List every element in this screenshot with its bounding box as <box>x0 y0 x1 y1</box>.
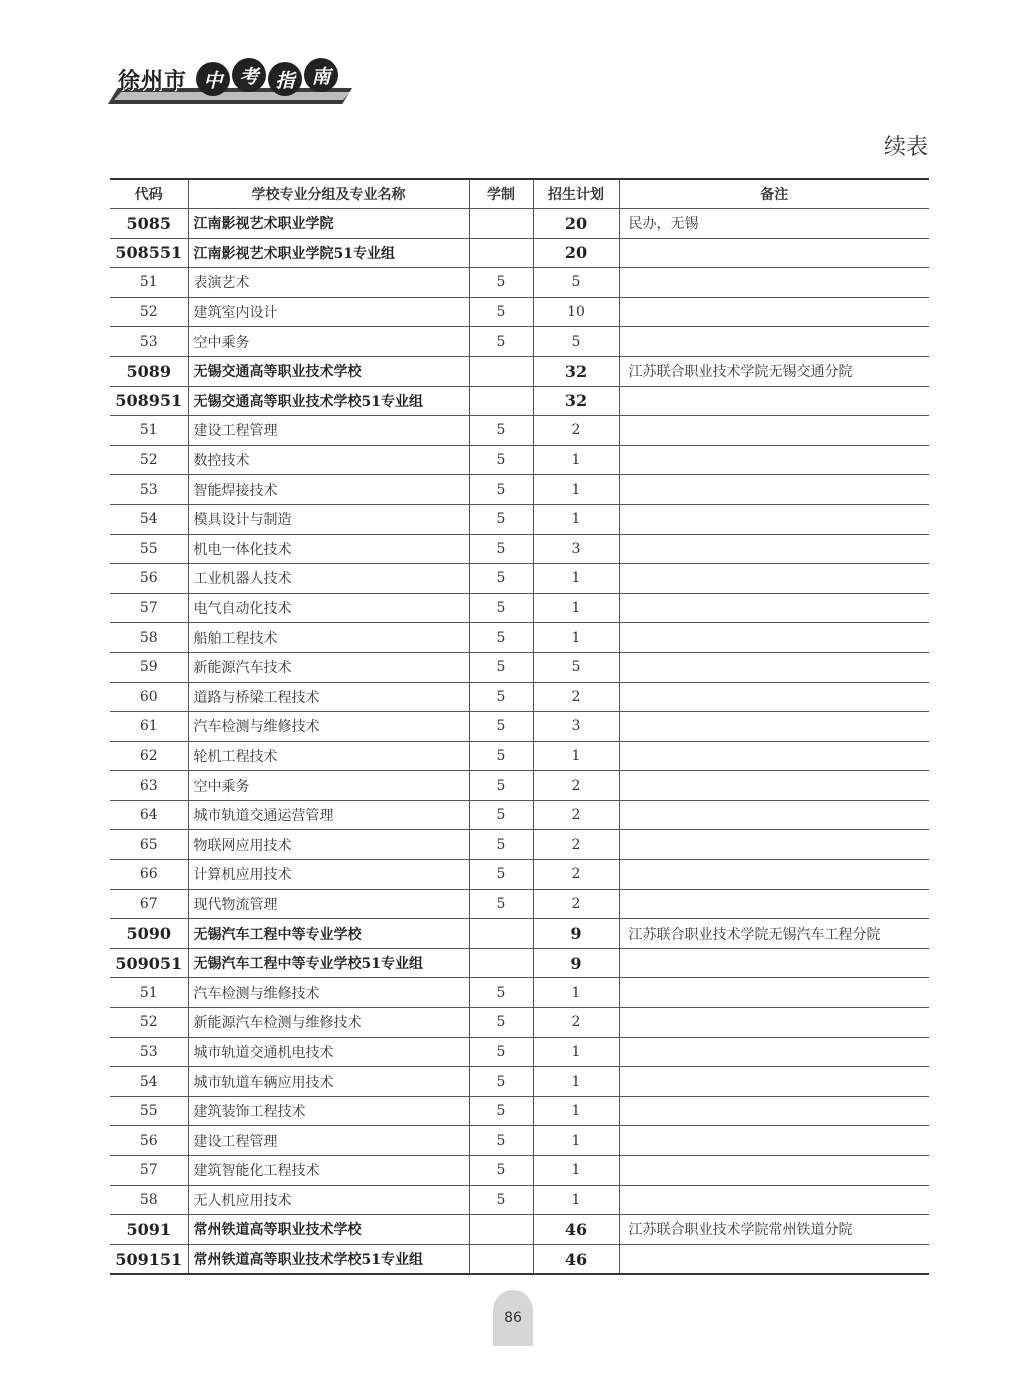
row-name-cell: 城市轨道交通机电技术 <box>188 1037 469 1067</box>
row-years-cell <box>469 386 533 416</box>
row-note-cell <box>619 504 929 534</box>
row-note-cell <box>619 1067 929 1097</box>
row-note-cell <box>619 712 929 742</box>
row-code-cell: 63 <box>110 771 188 801</box>
row-name-cell: 机电一体化技术 <box>188 534 469 564</box>
row-plan-cell: 3 <box>533 534 619 564</box>
row-code-cell: 67 <box>110 889 188 919</box>
row-plan-cell: 1 <box>533 1126 619 1156</box>
row-code-cell: 65 <box>110 830 188 860</box>
row-years-cell: 5 <box>469 268 533 298</box>
row-code-cell: 56 <box>110 564 188 594</box>
table-row <box>110 682 929 712</box>
row-years-cell: 5 <box>469 297 533 327</box>
row-years-cell: 5 <box>469 416 533 446</box>
row-years-cell: 5 <box>469 860 533 890</box>
row-code-cell: 57 <box>110 593 188 623</box>
column-header-note: 备注 <box>619 179 929 209</box>
table-row-group <box>110 356 929 386</box>
row-name-cell: 建设工程管理 <box>188 416 469 446</box>
row-plan-cell: 1 <box>533 1067 619 1097</box>
row-name-cell: 智能焊接技术 <box>188 475 469 505</box>
table-row-group <box>110 1244 929 1274</box>
row-note-cell: 民办，无锡 <box>619 209 929 239</box>
row-plan-cell: 1 <box>533 445 619 475</box>
row-plan-cell: 1 <box>533 623 619 653</box>
row-plan-cell: 2 <box>533 771 619 801</box>
row-note-cell <box>619 593 929 623</box>
row-name-cell: 江南影视艺术职业学院 <box>188 209 469 239</box>
logo-char-1: 中 <box>196 62 230 96</box>
table-row-group <box>110 948 929 978</box>
row-years-cell: 5 <box>469 1126 533 1156</box>
table-row <box>110 1126 929 1156</box>
row-plan-cell: 2 <box>533 889 619 919</box>
row-code-cell: 58 <box>110 1185 188 1215</box>
row-note-cell <box>619 1037 929 1067</box>
row-code-cell: 57 <box>110 1156 188 1186</box>
row-years-cell: 5 <box>469 741 533 771</box>
row-plan-cell: 9 <box>533 948 619 978</box>
row-code-cell: 61 <box>110 712 188 742</box>
row-years-cell: 5 <box>469 1096 533 1126</box>
row-name-cell: 常州铁道高等职业技术学校51专业组 <box>188 1244 469 1274</box>
table-row-group <box>110 209 929 239</box>
row-name-cell: 新能源汽车技术 <box>188 652 469 682</box>
row-name-cell: 道路与桥梁工程技术 <box>188 682 469 712</box>
column-header-code: 代码 <box>110 179 188 209</box>
row-note-cell <box>619 682 929 712</box>
row-years-cell <box>469 209 533 239</box>
row-name-cell: 空中乘务 <box>188 327 469 357</box>
row-plan-cell: 10 <box>533 297 619 327</box>
row-years-cell <box>469 948 533 978</box>
table-row <box>110 475 929 505</box>
row-plan-cell: 1 <box>533 1096 619 1126</box>
row-plan-cell: 2 <box>533 416 619 446</box>
row-plan-cell: 1 <box>533 593 619 623</box>
table-row <box>110 504 929 534</box>
table-row <box>110 297 929 327</box>
table-row <box>110 830 929 860</box>
row-code-cell: 51 <box>110 268 188 298</box>
row-years-cell: 5 <box>469 800 533 830</box>
column-header-plan: 招生计划 <box>533 179 619 209</box>
row-years-cell: 5 <box>469 445 533 475</box>
table-row <box>110 1037 929 1067</box>
table-row <box>110 1185 929 1215</box>
row-years-cell: 5 <box>469 504 533 534</box>
table-row-group <box>110 919 929 949</box>
row-years-cell: 5 <box>469 830 533 860</box>
row-note-cell <box>619 268 929 298</box>
row-code-cell: 5090 <box>110 919 188 949</box>
row-name-cell: 模具设计与制造 <box>188 504 469 534</box>
table-row <box>110 712 929 742</box>
row-note-cell <box>619 948 929 978</box>
row-code-cell: 509051 <box>110 948 188 978</box>
row-note-cell <box>619 564 929 594</box>
row-code-cell: 5085 <box>110 209 188 239</box>
row-code-cell: 66 <box>110 860 188 890</box>
row-note-cell <box>619 1244 929 1274</box>
row-name-cell: 物联网应用技术 <box>188 830 469 860</box>
row-years-cell <box>469 238 533 268</box>
row-name-cell: 汽车检测与维修技术 <box>188 712 469 742</box>
table-row <box>110 978 929 1008</box>
row-plan-cell: 2 <box>533 1008 619 1038</box>
row-note-cell: 江苏联合职业技术学院无锡汽车工程分院 <box>619 919 929 949</box>
row-years-cell <box>469 356 533 386</box>
row-plan-cell: 46 <box>533 1215 619 1245</box>
row-code-cell: 55 <box>110 534 188 564</box>
row-code-cell: 56 <box>110 1126 188 1156</box>
row-name-cell: 建设工程管理 <box>188 1126 469 1156</box>
row-note-cell <box>619 771 929 801</box>
row-plan-cell: 5 <box>533 268 619 298</box>
page-number: 86 <box>493 1290 533 1346</box>
table-row <box>110 1067 929 1097</box>
table-row <box>110 416 929 446</box>
row-plan-cell: 2 <box>533 800 619 830</box>
row-name-cell: 新能源汽车检测与维修技术 <box>188 1008 469 1038</box>
row-name-cell: 轮机工程技术 <box>188 741 469 771</box>
row-code-cell: 59 <box>110 652 188 682</box>
row-name-cell: 无锡交通高等职业技术学校51专业组 <box>188 386 469 416</box>
row-note-cell <box>619 297 929 327</box>
header-logo <box>108 58 358 108</box>
row-name-cell: 现代物流管理 <box>188 889 469 919</box>
row-note-cell: 江苏联合职业技术学院无锡交通分院 <box>619 356 929 386</box>
column-header-years: 学制 <box>469 179 533 209</box>
row-plan-cell: 9 <box>533 919 619 949</box>
row-name-cell: 工业机器人技术 <box>188 564 469 594</box>
row-plan-cell: 1 <box>533 564 619 594</box>
row-plan-cell: 5 <box>533 652 619 682</box>
row-plan-cell: 1 <box>533 741 619 771</box>
table-header-row <box>110 179 929 209</box>
row-note-cell <box>619 445 929 475</box>
row-years-cell: 5 <box>469 593 533 623</box>
table-row <box>110 771 929 801</box>
row-note-cell <box>619 741 929 771</box>
row-code-cell: 5091 <box>110 1215 188 1245</box>
table-row-group <box>110 238 929 268</box>
row-note-cell <box>619 475 929 505</box>
row-note-cell <box>619 1156 929 1186</box>
row-years-cell: 5 <box>469 682 533 712</box>
table-row <box>110 564 929 594</box>
table-row <box>110 1096 929 1126</box>
row-note-cell <box>619 416 929 446</box>
row-code-cell: 52 <box>110 445 188 475</box>
row-years-cell: 5 <box>469 564 533 594</box>
row-code-cell: 60 <box>110 682 188 712</box>
row-years-cell: 5 <box>469 712 533 742</box>
row-note-cell <box>619 652 929 682</box>
row-note-cell <box>619 623 929 653</box>
column-header-name: 学校专业分组及专业名称 <box>188 179 469 209</box>
row-note-cell <box>619 1008 929 1038</box>
row-plan-cell: 1 <box>533 1037 619 1067</box>
row-plan-cell: 1 <box>533 504 619 534</box>
row-note-cell <box>619 534 929 564</box>
row-years-cell <box>469 1244 533 1274</box>
row-plan-cell: 20 <box>533 238 619 268</box>
row-plan-cell: 1 <box>533 978 619 1008</box>
row-code-cell: 51 <box>110 416 188 446</box>
row-note-cell: 江苏联合职业技术学院常州铁道分院 <box>619 1215 929 1245</box>
row-plan-cell: 1 <box>533 475 619 505</box>
row-name-cell: 船舶工程技术 <box>188 623 469 653</box>
table-row <box>110 1008 929 1038</box>
row-name-cell: 城市轨道车辆应用技术 <box>188 1067 469 1097</box>
row-code-cell: 55 <box>110 1096 188 1126</box>
row-plan-cell: 1 <box>533 1185 619 1215</box>
row-years-cell: 5 <box>469 889 533 919</box>
row-plan-cell: 2 <box>533 682 619 712</box>
row-plan-cell: 32 <box>533 356 619 386</box>
row-code-cell: 52 <box>110 297 188 327</box>
row-years-cell: 5 <box>469 1037 533 1067</box>
row-name-cell: 无锡交通高等职业技术学校 <box>188 356 469 386</box>
row-note-cell <box>619 327 929 357</box>
row-code-cell: 508951 <box>110 386 188 416</box>
row-years-cell: 5 <box>469 978 533 1008</box>
table-row <box>110 268 929 298</box>
row-plan-cell: 20 <box>533 209 619 239</box>
row-years-cell: 5 <box>469 1185 533 1215</box>
row-years-cell: 5 <box>469 1008 533 1038</box>
table-row-group <box>110 1215 929 1245</box>
row-years-cell <box>469 1215 533 1245</box>
table-row <box>110 623 929 653</box>
logo-char-2: 考 <box>232 58 266 92</box>
row-name-cell: 数控技术 <box>188 445 469 475</box>
row-name-cell: 空中乘务 <box>188 771 469 801</box>
row-years-cell: 5 <box>469 771 533 801</box>
row-code-cell: 54 <box>110 504 188 534</box>
row-years-cell: 5 <box>469 623 533 653</box>
row-name-cell: 常州铁道高等职业技术学校 <box>188 1215 469 1245</box>
row-code-cell: 53 <box>110 327 188 357</box>
row-plan-cell: 5 <box>533 327 619 357</box>
row-note-cell <box>619 238 929 268</box>
table-row <box>110 445 929 475</box>
table-row <box>110 889 929 919</box>
row-code-cell: 62 <box>110 741 188 771</box>
row-plan-cell: 46 <box>533 1244 619 1274</box>
row-code-cell: 53 <box>110 1037 188 1067</box>
row-name-cell: 无锡汽车工程中等专业学校 <box>188 919 469 949</box>
row-note-cell <box>619 1185 929 1215</box>
table-row <box>110 593 929 623</box>
row-note-cell <box>619 860 929 890</box>
row-code-cell: 51 <box>110 978 188 1008</box>
row-code-cell: 64 <box>110 800 188 830</box>
row-plan-cell: 32 <box>533 386 619 416</box>
row-name-cell: 汽车检测与维修技术 <box>188 978 469 1008</box>
row-note-cell <box>619 978 929 1008</box>
admissions-table <box>110 178 929 1275</box>
table-row <box>110 1156 929 1186</box>
row-name-cell: 城市轨道交通运营管理 <box>188 800 469 830</box>
row-note-cell <box>619 1096 929 1126</box>
row-code-cell: 509151 <box>110 1244 188 1274</box>
row-name-cell: 建筑室内设计 <box>188 297 469 327</box>
row-name-cell: 无人机应用技术 <box>188 1185 469 1215</box>
logo-char-4: 南 <box>304 58 338 92</box>
row-code-cell: 58 <box>110 623 188 653</box>
row-note-cell <box>619 1126 929 1156</box>
row-years-cell: 5 <box>469 534 533 564</box>
table-row <box>110 741 929 771</box>
row-code-cell: 53 <box>110 475 188 505</box>
row-code-cell: 52 <box>110 1008 188 1038</box>
table-row-group <box>110 386 929 416</box>
table-row <box>110 534 929 564</box>
row-plan-cell: 2 <box>533 830 619 860</box>
row-years-cell <box>469 919 533 949</box>
row-years-cell: 5 <box>469 327 533 357</box>
table-row <box>110 800 929 830</box>
row-years-cell: 5 <box>469 1067 533 1097</box>
row-name-cell: 表演艺术 <box>188 268 469 298</box>
table-row <box>110 327 929 357</box>
row-plan-cell: 1 <box>533 1156 619 1186</box>
row-name-cell: 电气自动化技术 <box>188 593 469 623</box>
table-row <box>110 652 929 682</box>
logo-char-3: 指 <box>268 62 302 96</box>
row-years-cell: 5 <box>469 652 533 682</box>
row-note-cell <box>619 830 929 860</box>
row-note-cell <box>619 800 929 830</box>
logo-city-text: 徐州市 <box>118 69 188 94</box>
row-years-cell: 5 <box>469 1156 533 1186</box>
row-code-cell: 508551 <box>110 238 188 268</box>
row-name-cell: 计算机应用技术 <box>188 860 469 890</box>
row-code-cell: 54 <box>110 1067 188 1097</box>
row-name-cell: 建筑装饰工程技术 <box>188 1096 469 1126</box>
row-name-cell: 无锡汽车工程中等专业学校51专业组 <box>188 948 469 978</box>
row-note-cell <box>619 386 929 416</box>
row-years-cell: 5 <box>469 475 533 505</box>
row-note-cell <box>619 889 929 919</box>
row-name-cell: 江南影视艺术职业学院51专业组 <box>188 238 469 268</box>
row-code-cell: 5089 <box>110 356 188 386</box>
table-row <box>110 860 929 890</box>
row-plan-cell: 2 <box>533 860 619 890</box>
continued-label: 续表 <box>883 135 928 160</box>
row-plan-cell: 3 <box>533 712 619 742</box>
row-name-cell: 建筑智能化工程技术 <box>188 1156 469 1186</box>
table-body <box>110 209 929 1275</box>
